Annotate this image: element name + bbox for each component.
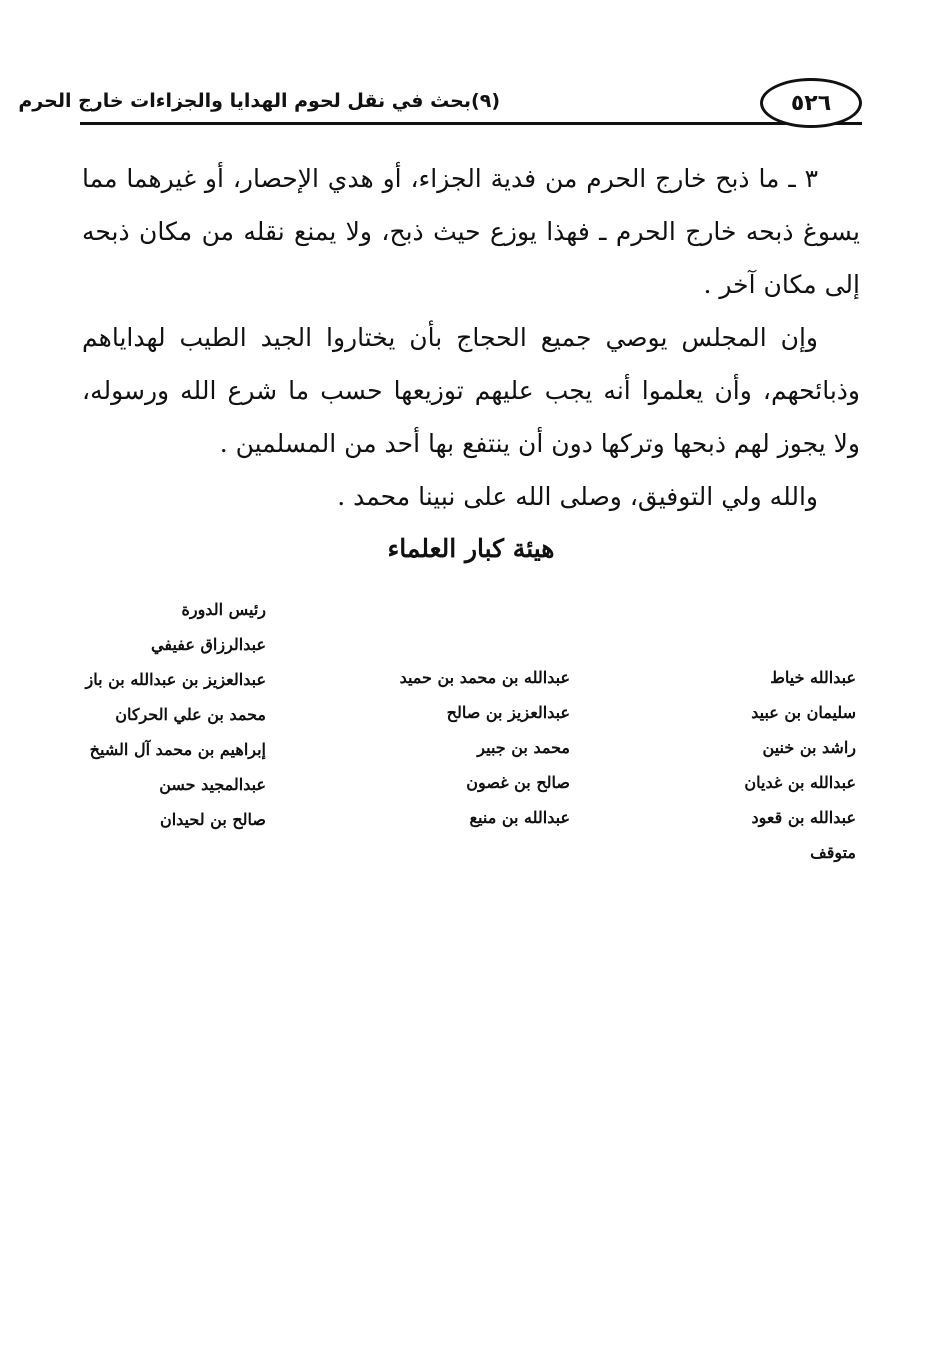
signatory-name: عبدالله بن قعود [751, 808, 856, 827]
paragraph: وإن المجلس يوصي جميع الحجاج بأن يختاروا الجيد الطيب لهداياهم وذبائحهم، وأن يعلموا أنه يجب عليهم توزيعها حسب ما شرع الله ورسوله، ولا يجوز لهم ذبحها وتركها دون أن ينتفع بها أحد من المسلمين . [82, 323, 860, 458]
signatories-middle-column [400, 660, 570, 835]
signatory-name: صالح بن لحيدان [159, 810, 266, 829]
signatory-name: محمد بن جبير [477, 738, 570, 757]
session-chair-label: رئيس الدورة [181, 600, 266, 619]
signatory-name: محمد بن علي الحركان [115, 705, 266, 724]
signatory-name: عبدالمجيد حسن [159, 775, 266, 794]
signatory-name: عبدالله خياط [770, 668, 856, 687]
signatory-name: عبدالله بن غديان [744, 773, 856, 792]
signatories-right-column [744, 660, 856, 870]
running-title: (٩)بحث في نقل لحوم الهدايا والجزاءات خارج الحرم [18, 90, 500, 112]
signatory-name: إبراهيم بن محمد آل الشيخ [89, 740, 266, 759]
header-rule [80, 122, 862, 125]
signatory-name: عبدالله بن محمد بن حميد [399, 668, 570, 687]
signatory-name: عبدالعزيز بن عبدالله بن باز [85, 670, 266, 689]
page-header [18, 78, 862, 130]
committee-title: هيئة كبار العلماء [387, 534, 555, 563]
signatory-name: عبدالرزاق عفيفي [151, 635, 266, 654]
signatory-name: راشد بن خنين [762, 738, 856, 757]
signatory-name: سليمان بن عبيد [751, 703, 856, 722]
signatory-name: عبدالله بن منيع [469, 808, 570, 827]
body-text [82, 152, 860, 523]
signatory-name: عبدالعزيز بن صالح [446, 703, 570, 722]
signatory-note: متوقف [810, 843, 856, 862]
paragraph: ٣ ـ ما ذبح خارج الحرم من فدية الجزاء، أو هدي الإحصار، أو غيرهما مما يسوغ ذبحه خارج الحرم ـ فهذا يوزع حيث ذبح، ولا يمنع نقله من مكان ذبحه إلى مكان آخر . [82, 164, 860, 299]
page-number: ٥٢٦ [760, 78, 862, 128]
paragraph: والله ولي التوفيق، وصلى الله على نبينا محمد . [337, 482, 818, 511]
signatory-name: صالح بن غصون [466, 773, 570, 792]
signatories-left-column [86, 592, 267, 837]
